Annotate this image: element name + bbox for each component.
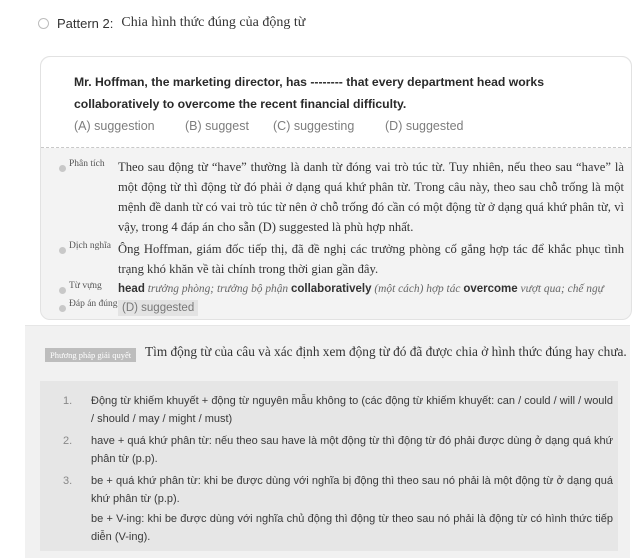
pattern-title: Chia hình thức đúng của động từ [121,15,306,30]
rule-number: 3. [63,475,73,487]
vocab-word: head [118,283,145,295]
circle-bullet-icon [38,18,49,29]
rule-text: have + quá khứ phân từ: nếu theo sau have là một động từ thì động từ đó phải được dùng ở dạng quá khứ phân từ (p.p). [91,435,613,465]
method-title: Tìm động từ của câu và xác định xem động từ đó đã được chia ở hình thức đúng hay chưa. [145,344,627,359]
option-d[interactable]: (D) suggested [385,119,464,133]
vocabulary-label: Từ vựng [69,281,102,291]
rule-number: 1. [63,395,73,407]
question-card [40,56,632,320]
vocab-meaning: trưởng phòng; trưởng bộ phận [147,283,289,295]
correct-answer-badge: (D) suggested [118,300,198,316]
pattern-label: Pattern 2: [57,15,114,31]
bullet-dot-icon [59,305,66,312]
option-c[interactable]: (C) suggesting [273,119,355,133]
rule-text: be + V-ing: khi be được dùng với nghĩa chủ động thì động từ theo sau nó phải là động từ có hình thức tiếp diễn (V-ing). [91,513,613,543]
rule-text: be + quá khứ phân từ: khi be được dùng với nghĩa bị động thì theo sau nó phải là một động từ ở dạng quá khứ phân từ (p.p). [91,475,613,505]
translation-label: Dịch nghĩa [69,241,111,251]
vocab-meaning: (một cách) hợp tác [374,283,461,295]
rule-number: 2. [63,435,73,447]
rule-text: Động từ khiếm khuyết + động từ nguyên mẫu không to (các động từ khiếm khuyết: can / could / will / would / should / may / might / must) [91,395,613,425]
analysis-text: Theo sau động từ “have” thường là danh từ đóng vai trò túc từ. Tuy nhiên, nếu theo sau “have” là một động từ thì động từ đó phải ở dạng quá khứ phân từ. Trong câu này, theo sau chỗ trống là một mệnh đề danh từ có vai trò túc từ nên ở chỗ trống đó cần có một động từ ở dạng quá khứ phân từ, vì vậy, trong 4 đáp án cho sẵn (D) suggested là phù hợp nhất. [118,160,624,234]
bullet-dot-icon [59,287,66,294]
vocab-meaning: vượt qua; chế ngự [520,283,604,295]
question-text: Mr. Hoffman, the marketing director, has -------- that every department head works collaboratively to overcome the recent financial difficulty. [74,75,544,111]
vocabulary-list [118,279,624,299]
bullet-dot-icon [59,247,66,254]
option-b[interactable]: (B) suggest [185,119,249,133]
pattern-header [38,12,305,34]
method-card [25,325,630,558]
question-box [41,57,631,148]
rules-box [40,381,618,551]
analysis-label: Phân tích [69,159,105,169]
bullet-dot-icon [59,165,66,172]
translation-text: Ông Hoffman, giám đốc tiếp thị, đã đề nghị các trưởng phòng cố gắng hợp tác để khắc phục tình trạng khó khăn về tài chính trong thời gian gần đây. [118,242,624,276]
vocab-word: collaboratively [290,283,372,295]
vocab-word: overcome [463,283,518,295]
answer-label: Đáp án đúng [69,299,118,309]
answer-value-wrap [118,297,624,317]
option-a[interactable]: (A) suggestion [74,119,155,133]
answer-options [74,119,614,139]
method-tag: Phương pháp giải quyết [45,348,136,362]
